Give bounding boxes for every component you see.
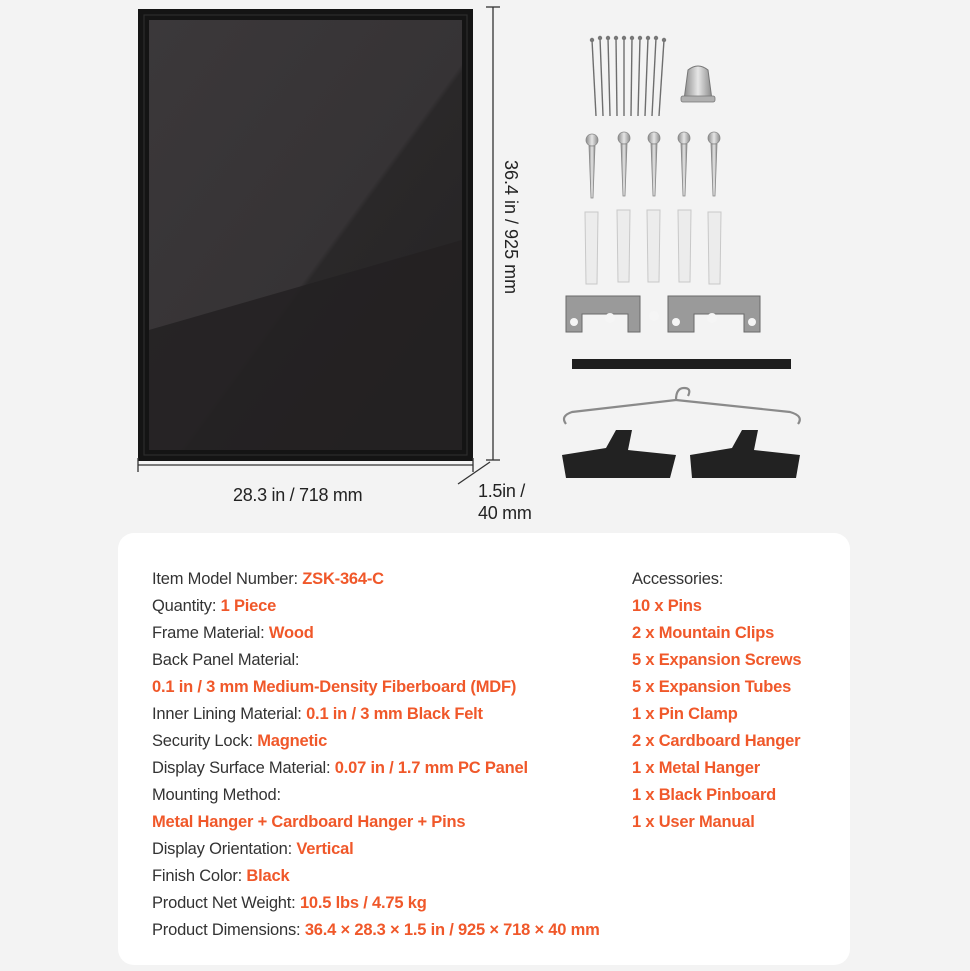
spec-row bbox=[152, 811, 600, 838]
cardboard-hangers-icon bbox=[562, 430, 800, 478]
height-dimension-label: 36.4 in / 925 mm bbox=[501, 160, 521, 295]
mountain-clips-icon bbox=[566, 296, 760, 332]
height-dimension-line bbox=[486, 7, 500, 460]
accessory-item: 2 x Mountain Clips bbox=[632, 624, 775, 642]
spec-row bbox=[152, 595, 600, 622]
spec-value: 10.5 lbs / 4.75 kg bbox=[299, 894, 427, 912]
expansion-screws-icon bbox=[586, 132, 720, 198]
accessory-item: 2 x Cardboard Hanger bbox=[632, 732, 801, 750]
accessory-item: 5 x Expansion Tubes bbox=[632, 678, 792, 696]
spec-value: Vertical bbox=[296, 840, 354, 858]
spec-value: Black bbox=[246, 867, 290, 885]
spec-row bbox=[152, 703, 600, 730]
spec-label: Security Lock: bbox=[152, 732, 258, 750]
spec-value: 36.4 × 28.3 × 1.5 in / 925 × 718 × 40 mm bbox=[304, 921, 600, 939]
pin-clamp-icon bbox=[681, 66, 715, 102]
spec-label: Finish Color: bbox=[152, 867, 247, 885]
spec-value: ZSK-364-C bbox=[302, 570, 384, 588]
spec-value: 1 Piece bbox=[220, 597, 277, 615]
spec-row bbox=[152, 730, 600, 757]
accessories-title: Accessories: bbox=[632, 570, 724, 588]
spec-row bbox=[152, 676, 600, 703]
spec-value: 0.1 in / 3 mm Medium-Density Fiberboard (MDF) bbox=[152, 678, 517, 696]
spec-value: 0.1 in / 3 mm Black Felt bbox=[306, 705, 483, 723]
spec-list bbox=[152, 568, 600, 946]
display-case-frame bbox=[138, 9, 473, 461]
spec-label: Inner Lining Material: bbox=[152, 705, 307, 723]
accessories-list bbox=[632, 568, 801, 838]
spec-label: Frame Material: bbox=[152, 624, 269, 642]
spec-row bbox=[152, 649, 600, 676]
spec-row bbox=[152, 919, 600, 946]
spec-label: Back Panel Material: bbox=[152, 651, 300, 669]
spec-row bbox=[152, 865, 600, 892]
spec-value: Magnetic bbox=[257, 732, 328, 750]
spec-label: Mounting Method: bbox=[152, 786, 281, 804]
spec-row bbox=[152, 892, 600, 919]
pins-icon bbox=[592, 38, 664, 116]
accessory-item: 1 x Black Pinboard bbox=[632, 786, 777, 804]
spec-row bbox=[152, 568, 600, 595]
depth-dimension-label-line2: 40 mm bbox=[478, 503, 532, 523]
accessory-item: 1 x User Manual bbox=[632, 813, 755, 831]
spec-row bbox=[152, 838, 600, 865]
spec-label: Display Orientation: bbox=[152, 840, 297, 858]
metal-hanger-icon bbox=[564, 388, 800, 424]
spec-value: Wood bbox=[268, 624, 314, 642]
spec-row bbox=[152, 784, 600, 811]
spec-row bbox=[152, 622, 600, 649]
spec-label: Display Surface Material: bbox=[152, 759, 335, 777]
accessory-item: 1 x Pin Clamp bbox=[632, 705, 738, 723]
spec-label: Product Net Weight: bbox=[152, 894, 300, 912]
accessory-item: 10 x Pins bbox=[632, 597, 702, 615]
spec-value: 0.07 in / 1.7 mm PC Panel bbox=[334, 759, 528, 777]
spec-label: Quantity: bbox=[152, 597, 221, 615]
spec-label: Product Dimensions: bbox=[152, 921, 305, 939]
depth-dimension-label-line1: 1.5in / bbox=[478, 481, 525, 501]
spec-value: Metal Hanger + Cardboard Hanger + Pins bbox=[152, 813, 466, 831]
spec-row bbox=[152, 757, 600, 784]
width-dimension-label: 28.3 in / 718 mm bbox=[233, 485, 363, 505]
expansion-tubes-icon bbox=[585, 210, 721, 284]
accessory-item: 5 x Expansion Screws bbox=[632, 651, 802, 669]
spec-label: Item Model Number: bbox=[152, 570, 303, 588]
black-pinboard-icon bbox=[572, 359, 791, 369]
accessory-item: 1 x Metal Hanger bbox=[632, 759, 760, 777]
